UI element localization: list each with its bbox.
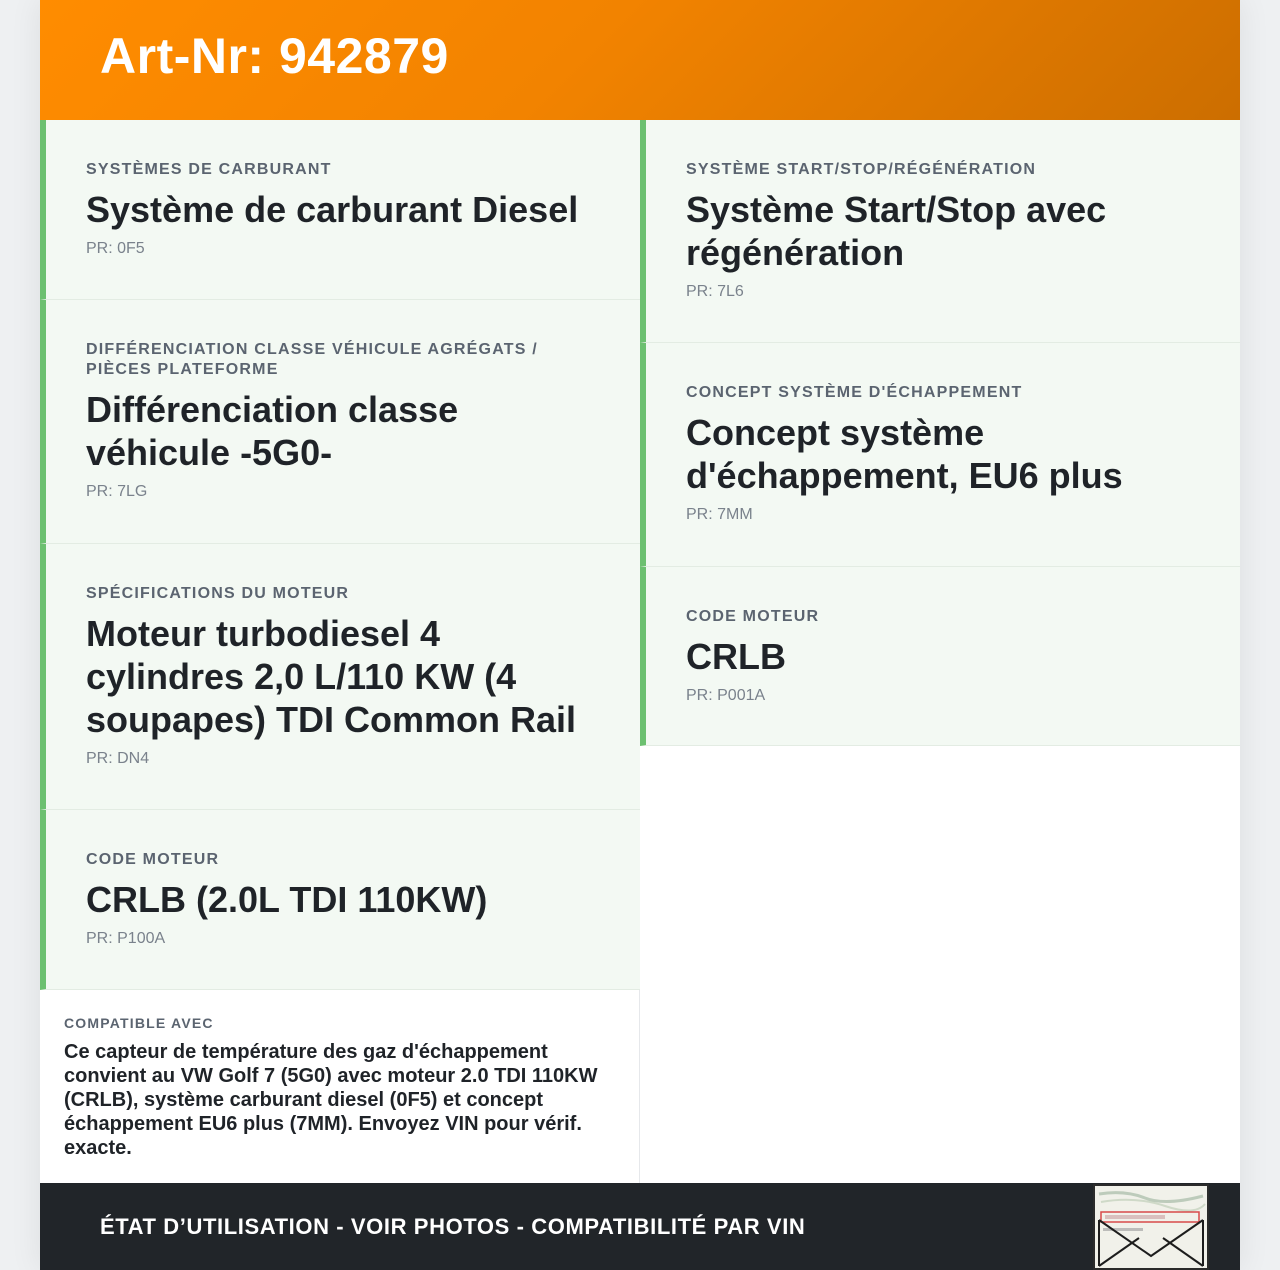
spec-pr-code: PR: DN4: [86, 750, 150, 767]
spec-pr-code: PR: 7LG: [86, 483, 148, 500]
product-sheet: [40, 0, 1240, 1270]
spec-label: SYSTÈME START/STOP/RÉGÉNÉRATION: [686, 161, 1037, 178]
footer-bar: [40, 1183, 1240, 1270]
spec-value: Système Start/Stop avec régénération: [686, 189, 1107, 273]
spec-card-start-stop: [640, 120, 1240, 343]
article-number-title: Art-Nr: 942879: [100, 28, 449, 84]
spec-card-engine-code: [40, 810, 640, 990]
spec-card-engine-specs: [40, 544, 640, 810]
spec-card-exhaust-concept: [640, 343, 1240, 567]
spec-value: Système de carburant Diesel: [86, 189, 579, 230]
spec-value: Différenciation classe véhicule -5G0-: [86, 389, 459, 473]
spec-label: SPÉCIFICATIONS DU MOTEUR: [86, 585, 350, 602]
spec-card-fuel-system: [40, 120, 640, 300]
compatibility-text: Ce capteur de température des gaz d'échappement convient au VW Golf 7 (5G0) avec moteur 2.0 TDI 110KW (CRLB), système carburant diesel (0F5) et concept échappement EU6 plus (7MM). Envoyez VIN pour vérif. exacte.: [64, 1041, 598, 1159]
spec-pr-code: PR: P100A: [86, 930, 166, 947]
spec-card-engine-code-short: [640, 567, 1240, 746]
header-banner: [40, 0, 1240, 120]
spec-value: Concept système d'échappement, EU6 plus: [686, 412, 1123, 496]
spec-label: DIFFÉRENCIATION CLASSE VÉHICULE AGRÉGATS / PIÈCES PLATEFORME: [86, 341, 538, 378]
spec-label: CODE MOTEUR: [686, 608, 820, 625]
footer-notice: ÉTAT D’UTILISATION - VOIR PHOTOS - COMPATIBILITÉ PAR VIN: [100, 1214, 806, 1239]
spec-pr-code: PR: 7MM: [686, 506, 753, 523]
left-column: [40, 120, 640, 990]
right-column: [640, 120, 1240, 746]
compatibility-section: [40, 990, 640, 1183]
spec-label: CODE MOTEUR: [86, 851, 220, 868]
spec-card-vehicle-class: [40, 300, 640, 544]
spec-value: CRLB (2.0L TDI 110KW): [86, 879, 488, 920]
envelope-stamp-icon: [1095, 1186, 1207, 1268]
spec-label: SYSTÈMES DE CARBURANT: [86, 161, 332, 178]
spec-pr-code: PR: 0F5: [86, 240, 145, 257]
stamp-label-image-icon: [1093, 1184, 1209, 1270]
spec-label: CONCEPT SYSTÈME D'ÉCHAPPEMENT: [686, 384, 1023, 401]
spec-pr-code: PR: P001A: [686, 687, 766, 704]
spec-value: CRLB: [686, 636, 786, 677]
spec-value: Moteur turbodiesel 4 cylindres 2,0 L/110 KW (4 soupapes) TDI Common Rail: [86, 613, 577, 740]
spec-pr-code: PR: 7L6: [686, 283, 744, 300]
compatibility-label: COMPATIBLE AVEC: [64, 1015, 214, 1031]
